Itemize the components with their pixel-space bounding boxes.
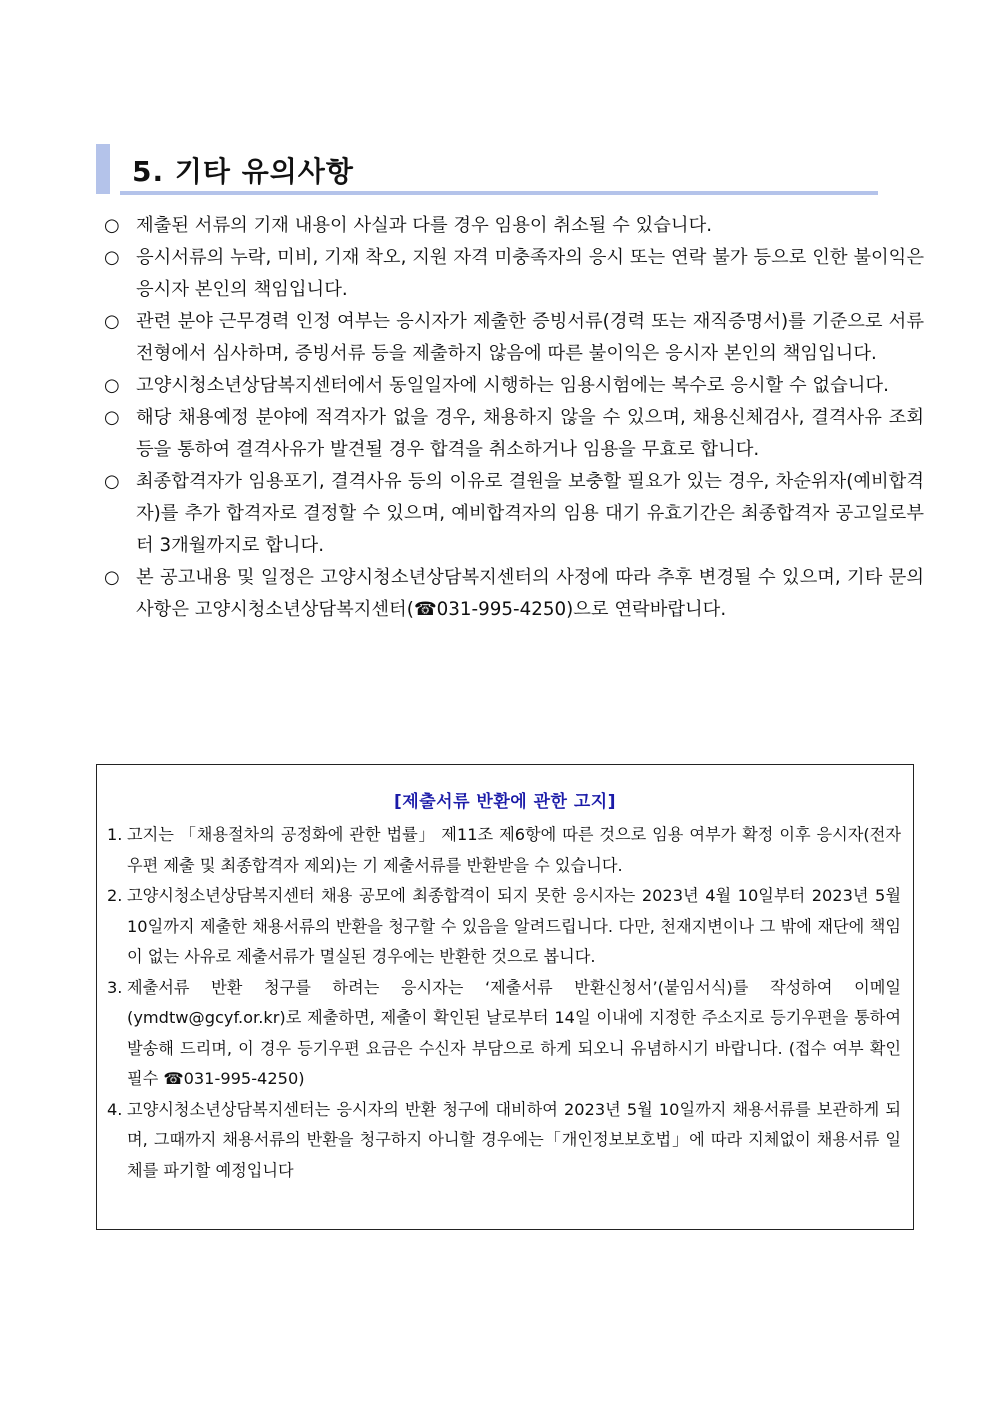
circle-bullet-icon: ○	[104, 567, 120, 588]
list-item	[104, 210, 924, 242]
notice-item	[107, 973, 901, 1095]
list-item	[104, 242, 924, 306]
notice-item-number: 1.	[107, 825, 123, 844]
notice-item-text: 고지는 「채용절차의 공정화에 관한 법률」 제11조 제6항에 따른 것으로 임용 여부가 확정 이후 응시자(전자우편 제출 및 최종합격자 제외)는 기 제출서류를 반환받을 수 있습니다.	[127, 825, 901, 875]
circle-bullet-icon: ○	[104, 247, 120, 268]
notice-item	[107, 1095, 901, 1187]
notes-list	[104, 210, 924, 626]
section-heading	[96, 144, 878, 196]
notice-list	[97, 820, 913, 1186]
notice-item	[107, 881, 901, 973]
list-item-text: 제출된 서류의 기재 내용이 사실과 다를 경우 임용이 취소될 수 있습니다.	[136, 215, 713, 236]
list-item	[104, 306, 924, 370]
circle-bullet-icon: ○	[104, 375, 120, 396]
list-item	[104, 562, 924, 626]
circle-bullet-icon: ○	[104, 215, 120, 236]
heading-accent-bar	[96, 144, 110, 194]
list-item-text: 본 공고내용 및 일정은 고양시청소년상담복지센터의 사정에 따라 추후 변경될 수 있으며, 기타 문의사항은 고양시청소년상담복지센터(☎031-995-4250)으로 연락바랍니다.	[136, 567, 924, 620]
list-item	[104, 466, 924, 562]
circle-bullet-icon: ○	[104, 471, 120, 492]
notice-item-number: 3.	[107, 977, 123, 997]
section-title: 5. 기타 유의사항	[132, 155, 354, 188]
notice-box	[96, 764, 914, 1230]
circle-bullet-icon: ○	[104, 407, 120, 428]
list-item	[104, 402, 924, 466]
notice-item-number: 4.	[107, 1099, 123, 1119]
notice-title: [제출서류 반환에 관한 고지]	[394, 792, 616, 812]
notice-item-text: 제출서류 반환 청구를 하려는 응시자는 ‘제출서류 반환신청서’(붙임서식)를 작성하여 이메일(ymdtw@gcyf.or.kr)로 제출하면, 제출이 확인된 날로부터 14일 이내에 지정한 주소지로 등기우편을 통하여 발송해 드리며, 이 경우 등기우편 요금은 수신자 부담으로 하게 되오니 유념하시기 바랍니다. (접수 여부 확인 필수 ☎031-995-4250)	[127, 977, 901, 1088]
notice-item-number: 2.	[107, 886, 123, 905]
list-item-text: 고양시청소년상담복지센터에서 동일일자에 시행하는 임용시험에는 복수로 응시할 수 없습니다.	[136, 375, 889, 396]
list-item-text: 최종합격자가 임용포기, 결격사유 등의 이유로 결원을 보충할 필요가 있는 경우, 차순위자(예비합격자)를 추가 합격자로 결정할 수 있으며, 예비합격자의 임용 대기 유효기간은 최종합격자 공고일로부터 3개월까지로 합니다.	[136, 471, 924, 556]
circle-bullet-icon: ○	[104, 311, 120, 332]
list-item-text: 해당 채용예정 분야에 적격자가 없을 경우, 채용하지 않을 수 있으며, 채용신체검사, 결격사유 조회 등을 통하여 결격사유가 발견될 경우 합격을 취소하거나 임용을 무효로 합니다.	[136, 407, 924, 460]
list-item-text: 관련 분야 근무경력 인정 여부는 응시자가 제출한 증빙서류(경력 또는 재직증명서)를 기준으로 서류전형에서 심사하며, 증빙서류 등을 제출하지 않음에 따른 불이익은 응시자 본인의 책임입니다.	[136, 311, 924, 364]
notice-item-text: 고양시청소년상담복지센터는 응시자의 반환 청구에 대비하여 2023년 5월 10일까지 채용서류를 보관하게 되며, 그때까지 채용서류의 반환을 청구하지 아니할 경우에는「개인정보보호법」에 따라 지체없이 채용서류 일체를 파기할 예정입니다	[127, 1099, 901, 1180]
list-item	[104, 370, 924, 402]
notice-item	[107, 820, 901, 881]
list-item-text: 응시서류의 누락, 미비, 기재 착오, 지원 자격 미충족자의 응시 또는 연락 불가 등으로 인한 불이익은 응시자 본인의 책임입니다.	[136, 247, 924, 300]
heading-underline	[120, 191, 878, 195]
notice-item-text: 고양시청소년상담복지센터 채용 공모에 최종합격이 되지 못한 응시자는 2023년 4월 10일부터 2023년 5월 10일까지 제출한 채용서류의 반환을 청구할 수 있음을 알려드립니다. 다만, 천재지변이나 그 밖에 재단에 책임이 없는 사유로 제출서류가 멸실된 경우에는 반환한 것으로 봅니다.	[127, 886, 901, 966]
